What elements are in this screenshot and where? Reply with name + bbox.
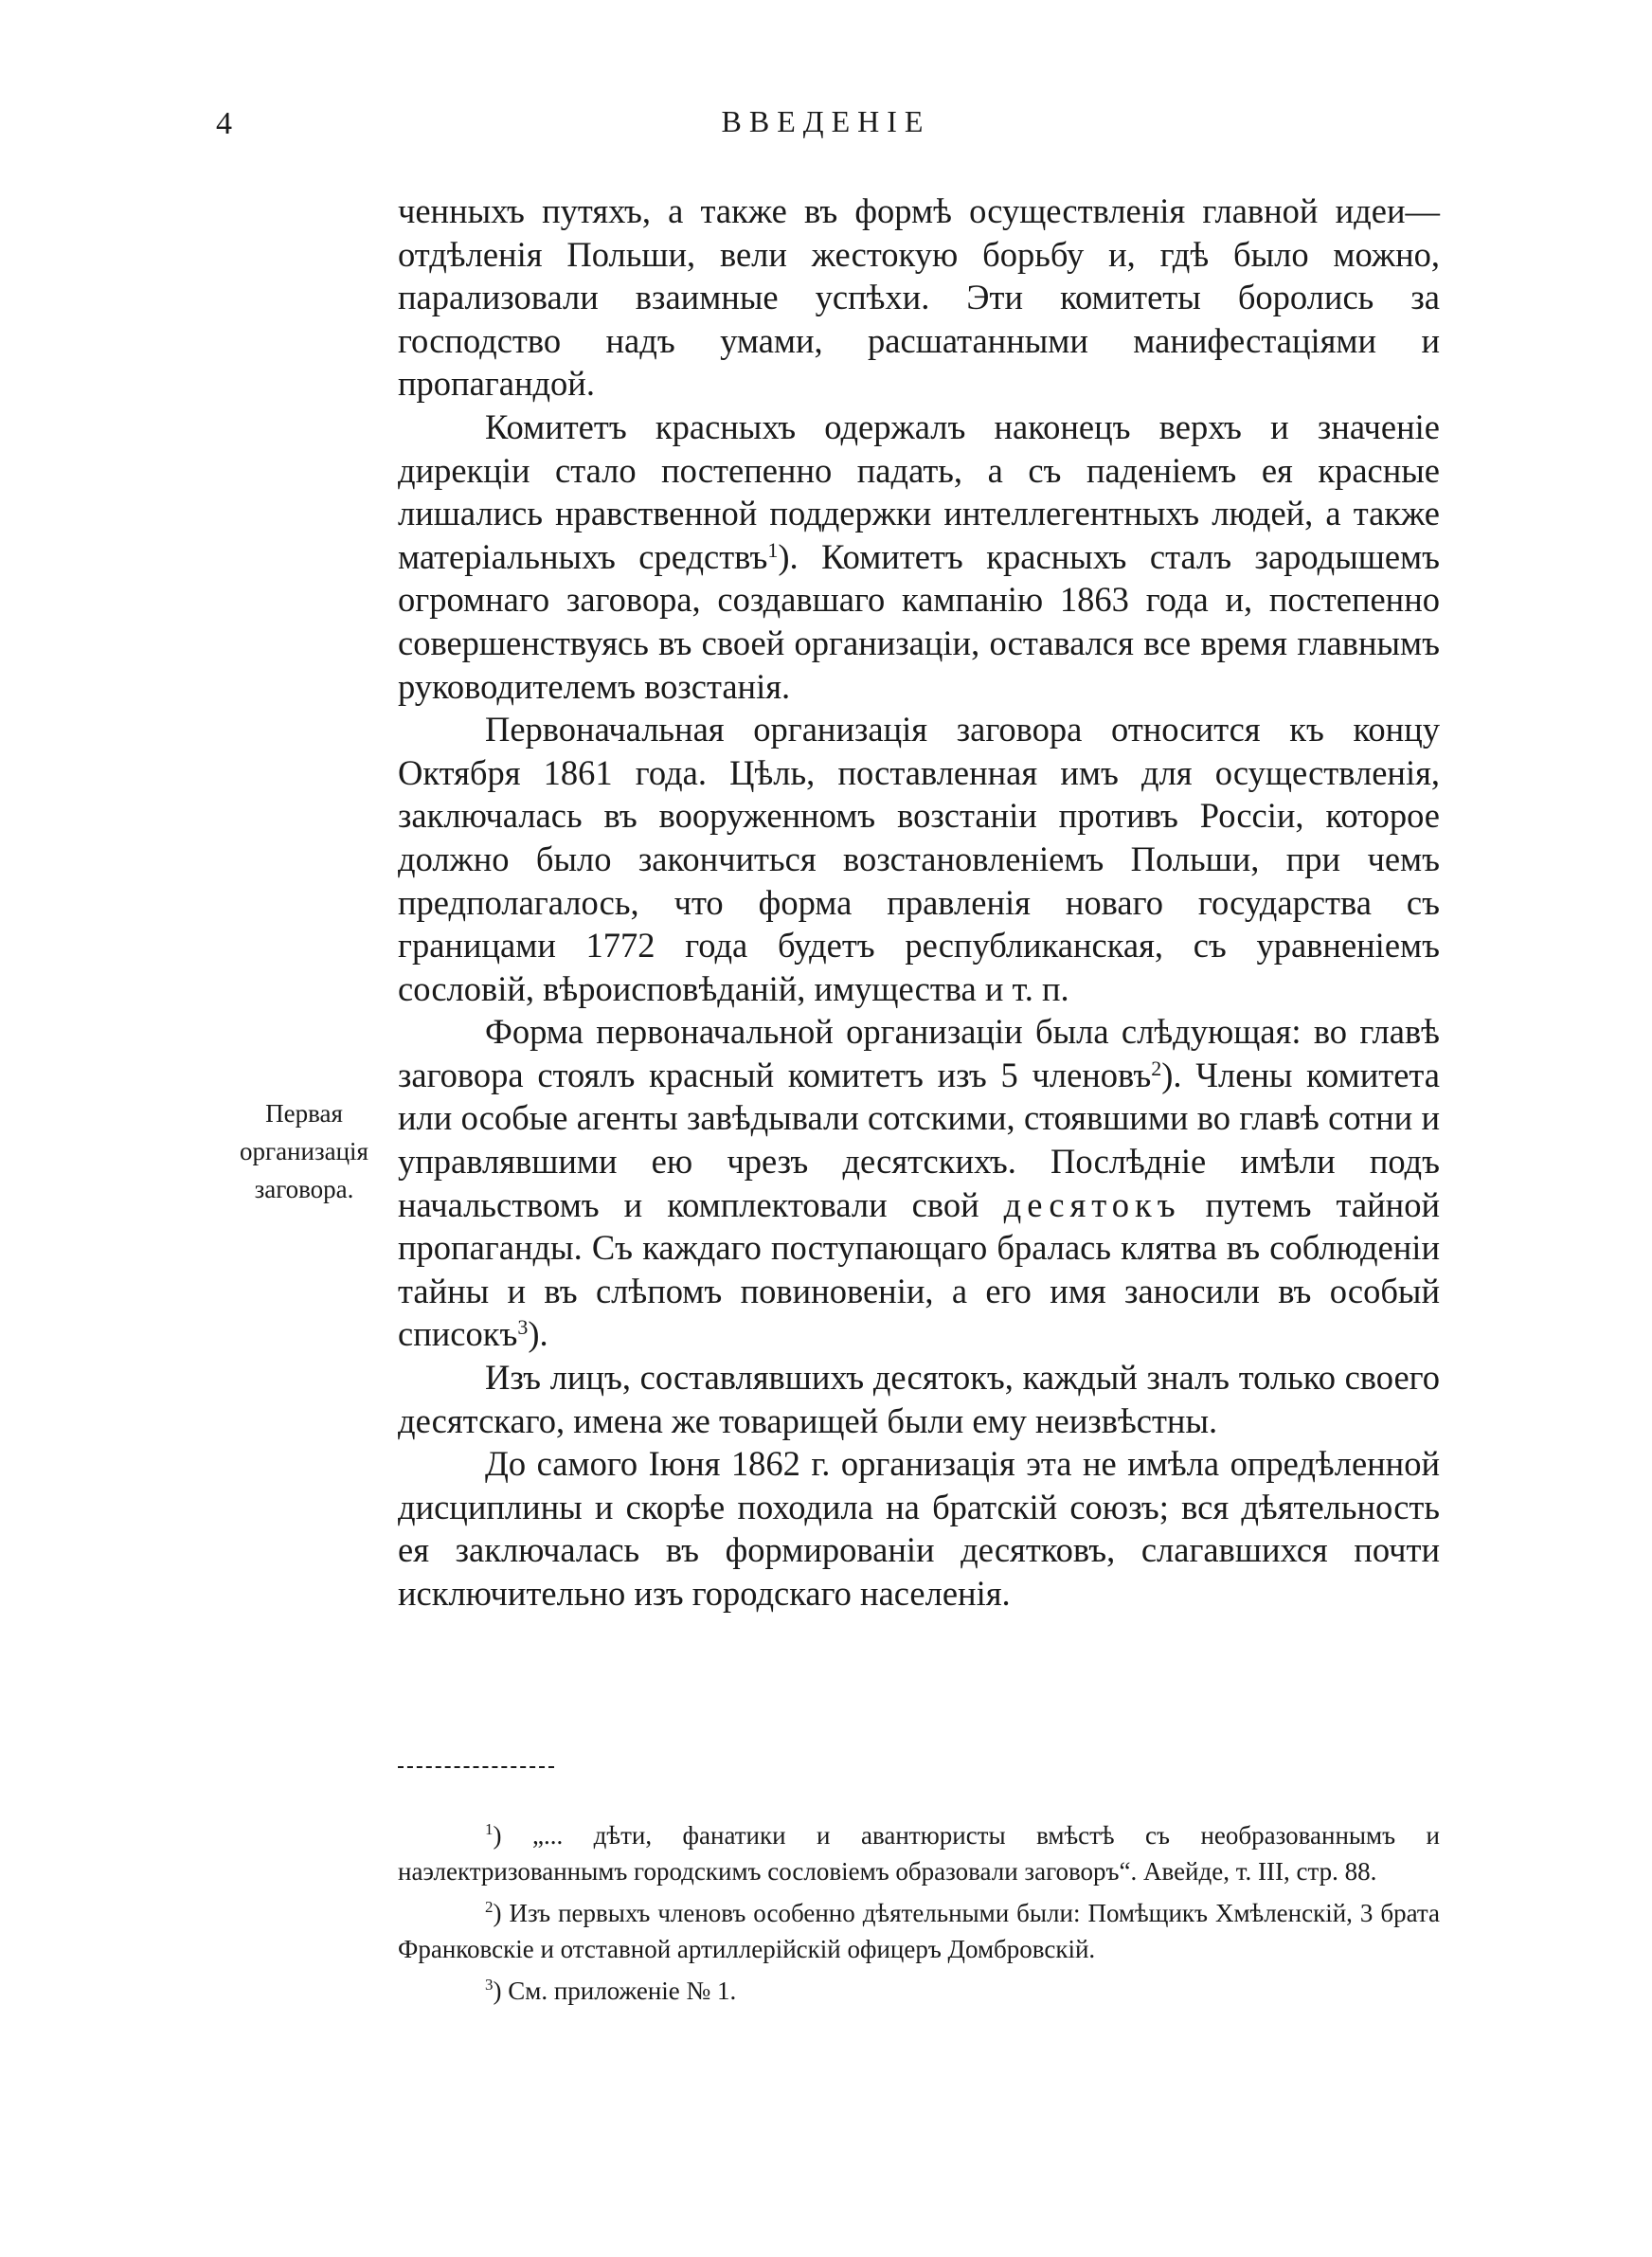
paragraph xyxy=(398,406,1440,708)
footnote-mark: 2 xyxy=(485,1898,494,1916)
footnote-mark: 1 xyxy=(485,1820,494,1838)
margin-note xyxy=(220,1094,388,1208)
paragraph xyxy=(398,1442,1440,1615)
paragraph-text: ). Комитетъ красныхъ сталъ зародышемъ огромнаго заговора, создавшаго кампанію 1863 года и, постепенно совершенствуясь въ своей организаціи, оставался все время главнымъ руководителемъ возстанія. xyxy=(398,536,1440,706)
footnote-text: ) Изъ первыхъ членовъ особенно дѣятельными были: Помѣщикъ Хмѣленскій, 3 брата Франковскіе и отставной артиллерійскій офицеръ Домбровскій. xyxy=(398,1899,1440,1963)
body-text xyxy=(398,190,1440,1616)
footnotes xyxy=(398,1817,1440,2014)
margin-note-line: организація xyxy=(240,1137,368,1165)
footnote-mark: 3 xyxy=(485,1976,494,1994)
paragraph-text: До самого Іюня 1862 г. организація эта не имѣла опредѣленной дисциплины и скорѣе походила на братскій союзъ; вся дѣятельность ея заключалась въ формированіи десятковъ, слагавшихся почти исключительно изъ городскаго населенія. xyxy=(398,1444,1440,1613)
paragraph-text: ченныхъ путяхъ, а также въ формѣ осуществленія главной идеи—отдѣленія Польши, вели жестокую борьбу и, гдѣ было можно, парализовали взаимные успѣхи. Эти комитеты боролись за господство надъ умами, расшатанными манифестаціями и пропагандой. xyxy=(398,191,1440,404)
footnote xyxy=(398,1817,1440,1889)
paragraph-text: ). Члены комитета или особые агенты завѣдывали сотскими, стоявшими во главѣ сотни и управлявшими ею чрезъ десятскихъ. Послѣдніе имѣли подъ начальствомъ и комплектовали свой xyxy=(398,1055,1440,1224)
paragraph xyxy=(398,1356,1440,1442)
footnote-ref: 3 xyxy=(517,1315,529,1340)
footnote-text: ) „... дѣти, фанатики и авантюристы вмѣстѣ съ необразованнымъ и наэлектризованнымъ городскимъ сословіемъ образовали заговоръ“. Авейде, т. III, стр. 88. xyxy=(398,1821,1440,1886)
paragraph xyxy=(398,1010,1440,1356)
spaced-word: десятокъ xyxy=(1003,1184,1181,1224)
footnote xyxy=(398,1973,1440,2009)
margin-note-line: заговора. xyxy=(254,1175,354,1203)
footnote-ref: 1 xyxy=(767,537,779,562)
running-head: ВВЕДЕНІЕ xyxy=(721,104,931,138)
paragraph-text: Первоначальная организація заговора относится къ концу Октября 1861 года. Цѣль, поставленная имъ для осуществленія, заключалась въ вооруженномъ возстаніи противъ Россіи, которое должно было закончиться возстановленіемъ Польши, при чемъ предполагалось, что форма правленія новаго государства съ границами 1772 года будетъ республиканская, съ уравненіемъ сословій, вѣроисповѣданій, имущества и т. п. xyxy=(398,710,1440,1008)
footnote xyxy=(398,1895,1440,1967)
page-number: 4 xyxy=(216,106,232,141)
footnote-ref: 2 xyxy=(1151,1056,1162,1080)
margin-note-line: Первая xyxy=(265,1099,343,1128)
footnote-text: ) См. приложеніе № 1. xyxy=(493,1977,737,2005)
footnote-rule xyxy=(398,1766,554,1768)
paragraph xyxy=(398,708,1440,1010)
paragraph-text: ). xyxy=(528,1314,548,1354)
paragraph-text: Форма первоначальной организаціи была слѣдующая: во главѣ заговора стоялъ красный комитетъ изъ 5 членовъ xyxy=(398,1012,1440,1094)
paragraph-text: путемъ тайной пропаганды. Съ каждаго поступающаго бралась клятва въ соблюденіи тайны и въ слѣпомъ повиновеніи, а его имя заносили въ особый списокъ xyxy=(398,1184,1440,1354)
paragraph-continued xyxy=(398,190,1440,406)
paragraph-text: Комитетъ красныхъ одержалъ наконецъ верхъ и значеніе дирекціи стало постепенно падать, а съ паденіемъ ея красные лишались нравственной поддержки интеллегентныхъ людей, а также матеріальныхъ средствъ xyxy=(398,406,1440,576)
paragraph-text: Изъ лицъ, составлявшихъ десятокъ, каждый зналъ только своего десятскаго, имена же товарищей были ему неизвѣстны. xyxy=(398,1358,1440,1440)
